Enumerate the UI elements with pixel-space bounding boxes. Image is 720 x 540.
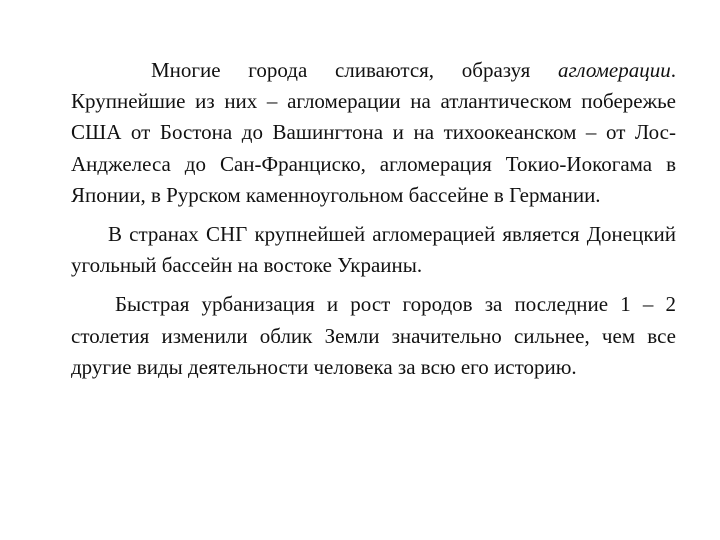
paragraph-cis: В странах СНГ крупнейшей агломерацией является Донецкий угольный бассейн на востоке Украины. — [71, 222, 676, 278]
text-body — [71, 55, 676, 383]
paragraph-1-intro: Многие города сливаются, образуя — [151, 58, 558, 82]
paragraph-agglomerations — [71, 55, 676, 211]
paragraph-1-rest: . Крупнейшие из них – агломерации на атлантическом побережье США от Бостона до Вашингтона и на тихоокеанском – от Лос-Анджелеса до Сан-Франциско, агломерация Токио-Иокогама в Японии, в Рурском каменноугольном бассейне в Германии. — [71, 58, 676, 207]
paragraph-urbanization: Быстрая урбанизация и рост городов за последние 1 – 2 столетия изменили облик Земли значительно сильнее, чем все другие виды деятельности человека за всю его историю. — [71, 292, 676, 379]
term-agglomerations: агломерации — [557, 58, 671, 82]
